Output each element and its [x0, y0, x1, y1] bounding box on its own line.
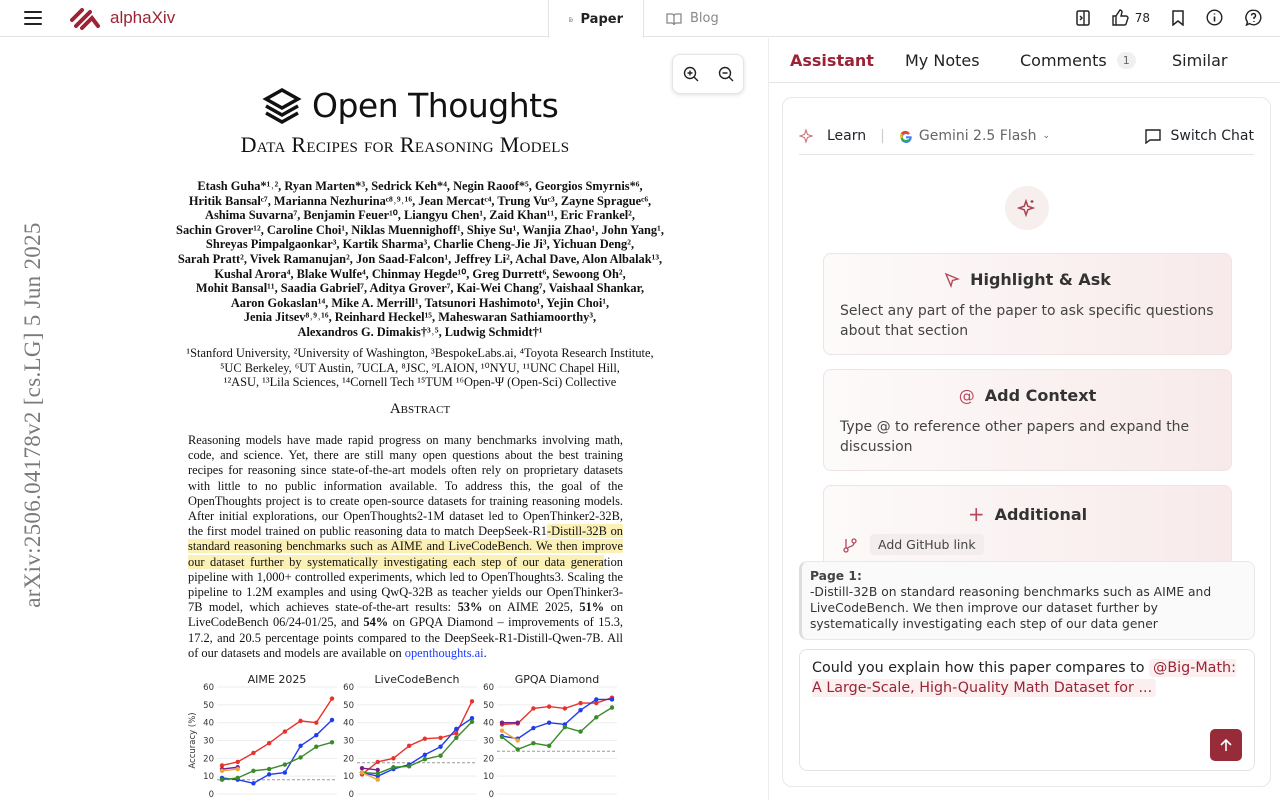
tab-paper[interactable] — [548, 0, 644, 38]
paper-viewer[interactable] — [0, 38, 760, 800]
add-context-card[interactable] — [823, 369, 1232, 471]
layers-icon — [262, 88, 302, 124]
gpqa-score: 54% — [363, 615, 389, 630]
feature-title: Add Context — [984, 386, 1097, 405]
feature-description: Select any part of the paper to ask specific questions about that section — [840, 303, 1214, 339]
alphaxiv-logo-icon — [70, 6, 102, 30]
y-tick-label: 50 — [203, 700, 214, 711]
data-point-green — [531, 741, 535, 745]
abstract-text: . — [483, 645, 487, 660]
data-point-green — [283, 762, 287, 766]
divider: | — [880, 128, 885, 144]
affiliation-line: ¹Stanford University, ²University of Washington, ³BespokeLabs.ai, ⁴Toyota Research Institute, — [186, 346, 654, 360]
y-tick-label: 10 — [483, 772, 494, 783]
plus-icon: + — [967, 502, 985, 526]
data-point-green — [500, 735, 504, 739]
data-point-green — [470, 720, 474, 724]
data-point-green — [423, 757, 427, 761]
data-point-green — [438, 753, 442, 757]
data-point-red — [470, 699, 474, 703]
affiliation-line: ⁵UC Berkeley, ⁶UT Austin, ⁷UCLA, ⁸JSC, ⁹LAION, ¹⁰NYU, ¹¹UNC Chapel Hill, — [220, 360, 620, 375]
data-point-blue — [578, 708, 582, 712]
y-tick-label: 20 — [343, 754, 354, 765]
abstract-text: on AIME 2025, — [482, 600, 580, 615]
y-tick-label: 20 — [203, 754, 214, 765]
add-github-link-button[interactable]: Add GitHub link — [870, 534, 984, 555]
tab-paper-label: Paper — [580, 11, 623, 27]
git-branch-icon — [842, 537, 858, 553]
chart-title: LiveCodeBench — [374, 673, 460, 686]
y-tick-label: 60 — [203, 683, 214, 693]
data-point-green — [594, 715, 598, 719]
paper-mention-chip[interactable]: @Big-Math: A Large-Scale, High-Quality Math Dataset for ... — [812, 660, 1236, 696]
benchmark-charts — [0, 668, 760, 800]
data-point-green — [516, 747, 520, 751]
data-point-red — [283, 729, 287, 733]
data-point-green — [298, 755, 302, 759]
data-point-red — [423, 737, 427, 741]
feature-title: Highlight & Ask — [970, 270, 1111, 289]
data-point-blue — [547, 720, 551, 724]
author-line: Jenia Jitsev⁸˒⁹˒¹⁶, Reinhard Heckel¹⁵, Maheswaran Sathiamoorthy³, — [243, 310, 597, 325]
menu-icon[interactable] — [24, 11, 42, 25]
tab-assistant[interactable]: Assistant — [790, 51, 874, 70]
data-point-green — [547, 744, 551, 748]
data-point-green — [563, 725, 567, 729]
y-tick-label: 60 — [483, 683, 494, 693]
data-point-red — [314, 720, 318, 724]
lcb-score: 51% — [579, 600, 605, 615]
paper-subtitle: Data Recipes for Reasoning Models — [240, 132, 570, 157]
data-point-green — [330, 740, 334, 744]
data-point-green — [407, 764, 411, 768]
data-point-purple — [516, 720, 520, 724]
data-point-red — [407, 744, 411, 748]
series-line-red — [222, 699, 332, 766]
author-line: Sachin Grover¹², Caroline Choi¹, Niklas Muennighoff¹, Shiye Su¹, Wanjia Zhao¹, John Yang¹, — [176, 222, 664, 237]
author-line: Etash Guha*¹˒², Ryan Marten*³, Sedrick Keh*⁴, Negin Raoof*⁵, Georgios Smyrnis*⁶, — [197, 179, 643, 193]
data-point-blue — [314, 733, 318, 737]
help-icon[interactable] — [1245, 9, 1262, 26]
data-point-blue — [423, 753, 427, 757]
data-point-red — [454, 731, 458, 735]
author-line: Alexandros G. Dimakis†³˒⁵, Ludwig Schmidt†¹ — [297, 324, 543, 339]
tab-comments-label: Comments — [1020, 51, 1107, 70]
data-point-red — [251, 751, 255, 755]
data-point-green — [314, 745, 318, 749]
y-tick-label: 60 — [343, 683, 354, 693]
y-tick-label: 30 — [343, 736, 354, 747]
logo[interactable] — [70, 6, 175, 30]
data-point-red — [267, 741, 271, 745]
tab-my-notes[interactable]: My Notes — [905, 51, 980, 70]
affiliations — [150, 346, 690, 390]
send-button[interactable] — [1210, 729, 1242, 761]
panel-tabs — [769, 38, 1280, 83]
thumbs-up-icon — [1112, 9, 1129, 26]
data-point-blue — [298, 744, 302, 748]
chevron-down-icon: ⌄ — [1042, 131, 1051, 141]
switch-chat-button[interactable] — [1145, 128, 1254, 144]
arrow-up-icon — [1219, 738, 1233, 752]
selected-text-quote — [799, 561, 1255, 640]
data-point-purple — [376, 768, 380, 772]
sparkle-icon — [1017, 198, 1037, 218]
data-point-red — [547, 704, 551, 708]
tab-comments[interactable] — [1020, 51, 1136, 70]
chat-input[interactable] — [799, 649, 1255, 771]
tab-blog-label: Blog — [690, 11, 719, 26]
zoom-controls — [672, 54, 744, 94]
data-point-blue — [454, 727, 458, 731]
data-point-blue — [438, 745, 442, 749]
data-point-orange — [500, 728, 504, 732]
author-line: Ashima Suvarna⁷, Benjamin Feuer¹⁰, Liangyu Chen¹, Zaid Khan¹¹, Eric Frankel², — [205, 208, 635, 223]
bookmark-icon[interactable] — [1172, 10, 1184, 26]
abstract-text: tion pipeline with 1,000+ controlled experiments, which led to OpenThoughts3. Scaling the pipeline to 1.2M examples and using QwQ-32B as teacher yields our OpenThinker3-7B model, which achieves state-of-the-art results: — [188, 554, 623, 615]
data-point-red — [578, 701, 582, 705]
data-point-green — [391, 765, 395, 769]
assistant-panel — [768, 38, 1280, 800]
data-point-green — [610, 705, 614, 709]
chart-title: AIME 2025 — [247, 673, 307, 686]
data-point-blue — [251, 781, 255, 785]
document-icon — [569, 12, 573, 27]
series-line-blue — [222, 720, 332, 783]
tab-similar[interactable]: Similar — [1172, 51, 1228, 70]
data-point-blue — [267, 772, 271, 776]
data-point-green — [454, 736, 458, 740]
data-point-green — [267, 767, 271, 771]
like-button[interactable] — [1112, 9, 1150, 26]
data-point-blue — [283, 770, 287, 774]
data-point-green — [578, 729, 582, 733]
chat-input-text: Could you explain how this paper compares to — [812, 660, 1150, 676]
feature-title: Additional — [994, 504, 1088, 524]
y-tick-label: 30 — [483, 736, 494, 747]
data-point-blue — [594, 697, 598, 701]
arxiv-identifier: arXiv:2506.04178v2 [cs.LG] 5 Jun 2025 — [20, 222, 45, 608]
like-count: 78 — [1134, 10, 1150, 25]
data-point-orange — [220, 769, 224, 773]
author-line: Shreyas Pimpalgaonkar³, Kartik Sharma³, Charlie Cheng-Jie Ji³, Yichuan Deng², — [205, 237, 635, 252]
data-point-orange — [516, 738, 520, 742]
y-tick-label: 10 — [343, 772, 354, 783]
paper-title: Open Thoughts — [312, 86, 559, 125]
data-point-blue — [531, 726, 535, 730]
y-tick-label: 0 — [348, 790, 354, 800]
assistant-sparkle-badge — [1005, 186, 1049, 230]
data-point-purple — [360, 766, 364, 770]
author-line: Mohit Bansal¹¹, Saadia Gabriel⁷, Aditya Grover⁷, Kai-Wei Chang⁷, Vaishaal Shankar, — [195, 281, 645, 296]
data-point-orange — [376, 778, 380, 782]
model-selector[interactable] — [899, 128, 1050, 144]
chart-title: GPQA Diamond — [514, 673, 600, 686]
data-point-blue — [610, 697, 614, 701]
zoom-out-icon[interactable] — [718, 66, 734, 82]
zoom-in-icon[interactable] — [683, 66, 699, 82]
sparkle-icon — [799, 128, 815, 144]
sidebar-toggle-icon[interactable] — [1076, 10, 1090, 26]
author-line: Sarah Pratt², Vivek Ramanujan², Jon Saad-Falcon¹, Jeffrey Li², Achal Dave, Alon Albalak¹³, — [177, 251, 663, 266]
data-point-red — [330, 696, 334, 700]
author-line: Aaron Gokaslan¹⁴, Mike A. Merrill¹, Tatsunori Hashimoto¹, Yejin Choi¹, — [230, 295, 610, 310]
at-sign-icon: @ — [958, 386, 975, 405]
y-tick-label: 0 — [208, 790, 214, 800]
abstract[interactable] — [188, 433, 623, 661]
data-point-purple — [500, 720, 504, 724]
data-point-red — [391, 756, 395, 760]
y-tick-label: 50 — [343, 700, 354, 711]
y-tick-label: 10 — [203, 772, 214, 783]
abstract-text: Reasoning models have made rapid progress on many benchmarks involving math, code, and science. Yet, there are still many open questions about the best training recipes for reasoning since state-of-the-art models often rely on proprietary datasets with little to no public information available. To address this, the goal of the OpenThoughts project is to create open-source datasets for training reasoning models. After initial explorations, our OpenThoughts2-1M dataset led to OpenThinker2-32B, the first model trained on public reasoning data to match DeepSeek-R1 — [188, 433, 623, 539]
aime-score: 53% — [457, 600, 483, 615]
series-line-purple — [362, 768, 378, 770]
quote-page-label: Page 1: — [810, 569, 862, 583]
author-line: Hritik Bansalᶜ⁷, Marianna Nezhurinaᶜ⁸˒⁹˒¹⁶, Jean Mercatᶜ⁴, Trung Vuᶜ³, Zayne Spragueᶜ⁶, — [188, 193, 652, 208]
model-name: Gemini 2.5 Flash — [918, 128, 1037, 144]
series-line-green — [502, 708, 612, 750]
data-point-red — [298, 719, 302, 723]
data-point-red — [376, 760, 380, 764]
y-tick-label: 50 — [483, 700, 494, 711]
y-axis-label: Accuracy (%) — [188, 712, 198, 769]
brand-name: alphaXiv — [110, 8, 176, 27]
data-point-orange — [360, 770, 364, 774]
y-tick-label: 40 — [483, 718, 494, 729]
abstract-text: on LiveCodeBench 06/24-01/25, and — [188, 600, 624, 630]
author-list — [150, 179, 690, 340]
tab-blog[interactable] — [646, 0, 739, 37]
paper-logo-title — [262, 86, 558, 125]
chat-header — [799, 118, 1254, 155]
author-line: Kushal Arora⁴, Blake Wulfe⁴, Chinmay Hegde¹⁰, Greg Durrett⁶, Sewoong Oh², — [214, 266, 626, 281]
google-icon — [899, 129, 913, 143]
switch-chat-label: Switch Chat — [1170, 128, 1254, 144]
cursor-icon — [944, 272, 960, 288]
data-point-green — [251, 769, 255, 773]
quote-text: -Distill-32B on standard reasoning benchmarks such as AIME and LiveCodeBench. We then improve our dataset further by systematically investigating each step of our data gener — [810, 585, 1212, 631]
abstract-heading: Abstract — [389, 401, 451, 417]
data-point-red — [563, 706, 567, 710]
data-point-red — [438, 736, 442, 740]
info-icon[interactable] — [1206, 9, 1223, 26]
chat-bubble-icon — [1145, 129, 1161, 144]
feature-description: Type @ to reference other papers and expand the discussion — [840, 419, 1190, 455]
top-bar — [0, 0, 1280, 37]
data-point-orange — [236, 767, 240, 771]
y-tick-label: 40 — [343, 718, 354, 729]
data-point-blue — [330, 718, 334, 722]
comments-count-badge: 1 — [1117, 52, 1136, 69]
y-tick-label: 20 — [483, 754, 494, 765]
y-tick-label: 40 — [203, 718, 214, 729]
data-point-green — [220, 778, 224, 782]
y-tick-label: 30 — [203, 736, 214, 747]
abstract-text: on GPQA Diamond – improvements of 15.3, 17.2, and 20.5 percentage points compared to the DeepSeek-R1-Distill-Qwen-7B. All of our datasets and models are available on — [188, 615, 623, 660]
highlight-and-ask-card[interactable] — [823, 253, 1232, 355]
book-icon — [666, 12, 682, 26]
highlighted-selection[interactable]: -Distill-32B on standard reasoning benchmarks such as AIME and LiveCodeBench. We then improve our dataset further by systematically investigating each step of our data genera — [188, 524, 623, 569]
data-point-green — [236, 776, 240, 780]
data-point-red — [236, 760, 240, 764]
data-point-red — [531, 706, 535, 710]
mode-learn[interactable]: Learn — [827, 128, 867, 144]
openthoughts-link[interactable]: openthoughts.ai — [404, 645, 484, 660]
affiliation-line: ¹²ASU, ¹³Lila Sciences, ¹⁴Cornell Tech ¹⁵TUM ¹⁶Open-Ψ (Open-Sci) Collective — [223, 375, 617, 390]
y-tick-label: 0 — [488, 790, 494, 800]
